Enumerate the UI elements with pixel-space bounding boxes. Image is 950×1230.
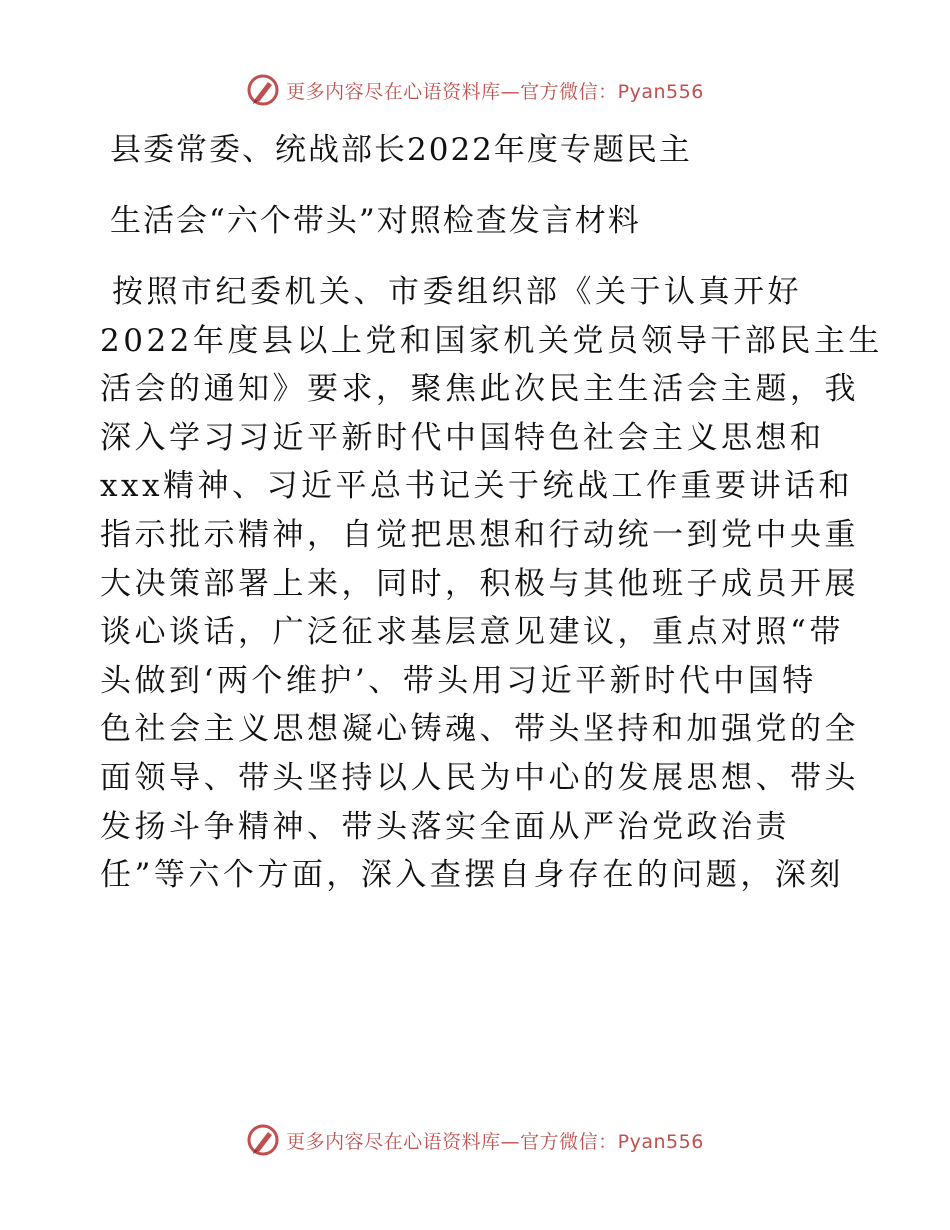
body-line: 色社会主义思想凝心铸魂、带头坚持和加强党的全 [100,711,859,748]
document-title-line-2: 生活会“六个带头”对照检查发言材料 [110,203,641,239]
document-title-line-1: 县委常委、统战部长2022年度专题民主 [110,132,692,168]
pen-logo-icon [246,1123,280,1157]
watermark-banner-top [0,70,950,110]
document-body [100,268,883,900]
body-line: 深入学习习近平新时代中国特色社会主义思想和 [100,419,825,456]
body-line: 面领导、带头坚持以人民为中心的发展思想、带头 [100,759,859,796]
watermark-text: 更多内容尽在心语资料库—官方微信：Pyan556 [286,80,704,103]
watermark-text: 更多内容尽在心语资料库—官方微信：Pyan556 [286,1130,704,1153]
body-line: 大决策部署上来，同时，积极与其他班子成员开展 [100,565,859,602]
watermark-banner-bottom [0,1120,950,1160]
body-line: 指示批示精神，自觉把思想和行动统一到党中央重 [100,516,859,553]
body-line: 2022年度县以上党和国家机关党员领导干部民主生 [100,322,883,359]
body-line: xxx精神、习近平总书记关于统战工作重要讲话和 [100,468,853,505]
body-line: 头做到‘两个维护’、带头用习近平新时代中国特 [100,662,817,699]
body-line: 活会的通知》要求，聚焦此次民主生活会主题，我 [100,371,859,408]
body-line: 任”等六个方面，深入查摆自身存在的问题，深刻 [100,857,844,894]
document-content [100,126,883,900]
body-line: 按照市纪委机关、市委组织部《关于认真开好 [112,274,802,310]
body-line: 发扬斗争精神、带头落实全面从严治党政治责 [100,808,790,845]
body-line: 谈心谈话，广泛征求基层意见建议，重点对照“带 [100,614,844,651]
pen-logo-icon [246,73,280,107]
